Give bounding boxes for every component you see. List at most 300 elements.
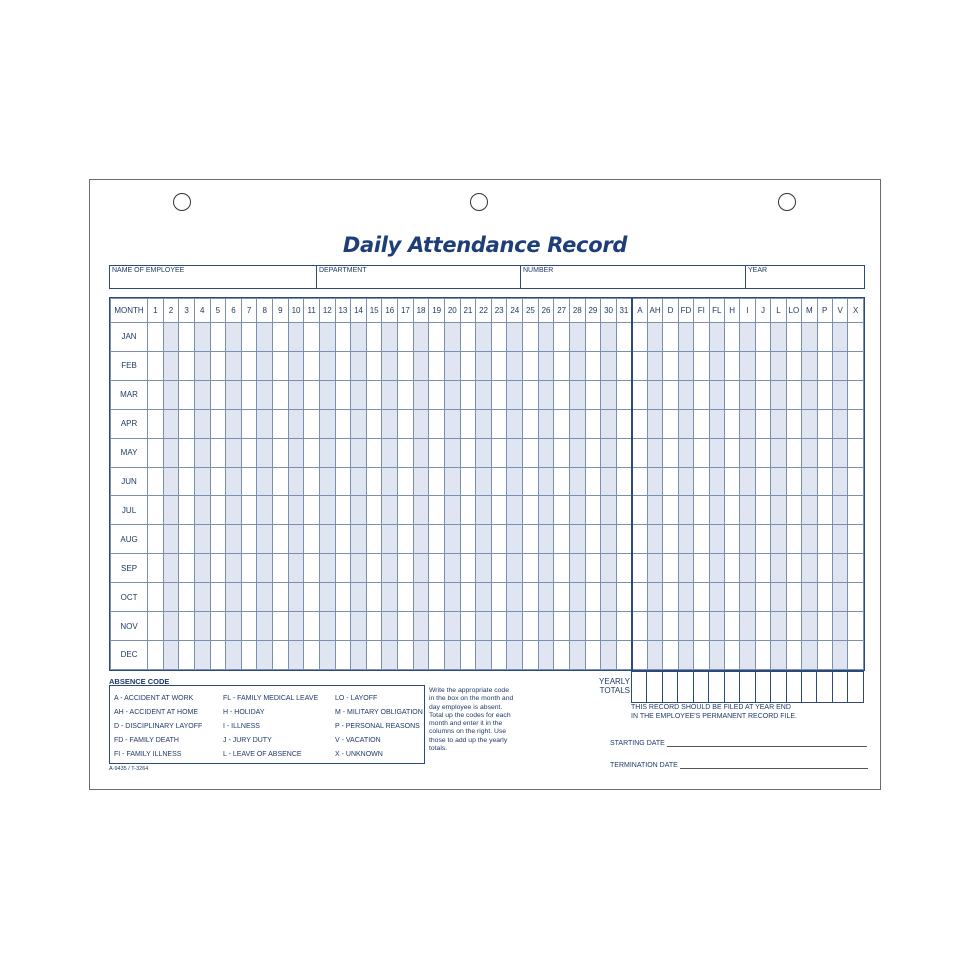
day-cell[interactable]	[413, 467, 429, 496]
code-total-cell[interactable]	[663, 438, 678, 467]
code-total-cell[interactable]	[709, 380, 724, 409]
code-total-cell[interactable]	[817, 583, 832, 612]
day-cell[interactable]	[382, 351, 398, 380]
day-cell[interactable]	[476, 640, 492, 669]
day-cell[interactable]	[444, 640, 460, 669]
day-cell[interactable]	[429, 554, 445, 583]
day-cell[interactable]	[476, 525, 492, 554]
day-cell[interactable]	[460, 583, 476, 612]
day-cell[interactable]	[538, 640, 554, 669]
day-cell[interactable]	[319, 554, 335, 583]
day-cell[interactable]	[444, 612, 460, 641]
day-cell[interactable]	[351, 496, 367, 525]
code-total-cell[interactable]	[786, 612, 801, 641]
day-cell[interactable]	[335, 351, 351, 380]
day-cell[interactable]	[554, 351, 570, 380]
day-cell[interactable]	[194, 323, 210, 352]
code-total-cell[interactable]	[817, 554, 832, 583]
code-total-cell[interactable]	[694, 525, 709, 554]
code-total-cell[interactable]	[832, 438, 847, 467]
day-cell[interactable]	[273, 409, 289, 438]
day-cell[interactable]	[382, 467, 398, 496]
code-total-cell[interactable]	[771, 583, 786, 612]
day-cell[interactable]	[398, 351, 414, 380]
day-cell[interactable]	[226, 640, 242, 669]
day-cell[interactable]	[569, 438, 585, 467]
day-cell[interactable]	[491, 438, 507, 467]
day-cell[interactable]	[444, 496, 460, 525]
code-total-cell[interactable]	[740, 380, 755, 409]
day-cell[interactable]	[351, 525, 367, 554]
day-cell[interactable]	[366, 409, 382, 438]
code-total-cell[interactable]	[632, 409, 647, 438]
day-cell[interactable]	[538, 323, 554, 352]
day-cell[interactable]	[163, 380, 179, 409]
day-cell[interactable]	[507, 612, 523, 641]
day-cell[interactable]	[163, 640, 179, 669]
day-cell[interactable]	[523, 351, 539, 380]
day-cell[interactable]	[616, 525, 632, 554]
day-cell[interactable]	[554, 640, 570, 669]
day-cell[interactable]	[444, 554, 460, 583]
day-cell[interactable]	[585, 640, 601, 669]
yearly-total-cell[interactable]	[801, 672, 816, 703]
day-cell[interactable]	[460, 525, 476, 554]
day-cell[interactable]	[366, 612, 382, 641]
day-cell[interactable]	[351, 409, 367, 438]
day-cell[interactable]	[398, 380, 414, 409]
day-cell[interactable]	[366, 640, 382, 669]
day-cell[interactable]	[273, 583, 289, 612]
code-total-cell[interactable]	[678, 583, 693, 612]
code-total-cell[interactable]	[771, 612, 786, 641]
day-cell[interactable]	[273, 323, 289, 352]
day-cell[interactable]	[444, 323, 460, 352]
day-cell[interactable]	[179, 323, 195, 352]
day-cell[interactable]	[335, 554, 351, 583]
day-cell[interactable]	[398, 554, 414, 583]
day-cell[interactable]	[179, 554, 195, 583]
code-total-cell[interactable]	[709, 496, 724, 525]
day-cell[interactable]	[476, 351, 492, 380]
code-total-cell[interactable]	[740, 409, 755, 438]
code-total-cell[interactable]	[647, 351, 662, 380]
code-total-cell[interactable]	[755, 467, 770, 496]
day-cell[interactable]	[444, 438, 460, 467]
code-total-cell[interactable]	[647, 554, 662, 583]
day-cell[interactable]	[179, 467, 195, 496]
day-cell[interactable]	[585, 583, 601, 612]
day-cell[interactable]	[226, 351, 242, 380]
starting-date-line[interactable]	[667, 746, 867, 747]
day-cell[interactable]	[554, 554, 570, 583]
day-cell[interactable]	[226, 323, 242, 352]
day-cell[interactable]	[398, 583, 414, 612]
day-cell[interactable]	[179, 409, 195, 438]
day-cell[interactable]	[163, 351, 179, 380]
code-total-cell[interactable]	[832, 612, 847, 641]
day-cell[interactable]	[210, 496, 226, 525]
day-cell[interactable]	[288, 438, 304, 467]
code-total-cell[interactable]	[786, 351, 801, 380]
day-cell[interactable]	[444, 525, 460, 554]
day-cell[interactable]	[288, 323, 304, 352]
day-cell[interactable]	[210, 554, 226, 583]
day-cell[interactable]	[382, 496, 398, 525]
day-cell[interactable]	[288, 612, 304, 641]
day-cell[interactable]	[304, 612, 320, 641]
day-cell[interactable]	[429, 467, 445, 496]
day-cell[interactable]	[335, 583, 351, 612]
code-total-cell[interactable]	[848, 409, 864, 438]
day-cell[interactable]	[257, 640, 273, 669]
day-cell[interactable]	[523, 323, 539, 352]
code-total-cell[interactable]	[755, 409, 770, 438]
code-total-cell[interactable]	[786, 496, 801, 525]
code-total-cell[interactable]	[709, 409, 724, 438]
code-total-cell[interactable]	[755, 323, 770, 352]
code-total-cell[interactable]	[848, 380, 864, 409]
day-cell[interactable]	[304, 583, 320, 612]
day-cell[interactable]	[476, 323, 492, 352]
code-total-cell[interactable]	[848, 640, 864, 669]
day-cell[interactable]	[507, 525, 523, 554]
code-total-cell[interactable]	[832, 640, 847, 669]
day-cell[interactable]	[241, 323, 257, 352]
day-cell[interactable]	[476, 467, 492, 496]
code-total-cell[interactable]	[694, 323, 709, 352]
day-cell[interactable]	[288, 640, 304, 669]
code-total-cell[interactable]	[709, 583, 724, 612]
code-total-cell[interactable]	[755, 380, 770, 409]
day-cell[interactable]	[194, 640, 210, 669]
day-cell[interactable]	[585, 409, 601, 438]
day-cell[interactable]	[538, 467, 554, 496]
code-total-cell[interactable]	[755, 351, 770, 380]
code-total-cell[interactable]	[817, 640, 832, 669]
day-cell[interactable]	[538, 351, 554, 380]
code-total-cell[interactable]	[848, 467, 864, 496]
day-cell[interactable]	[616, 554, 632, 583]
day-cell[interactable]	[538, 554, 554, 583]
day-cell[interactable]	[257, 438, 273, 467]
day-cell[interactable]	[319, 640, 335, 669]
starting-date-field[interactable]	[610, 740, 867, 747]
day-cell[interactable]	[491, 496, 507, 525]
day-cell[interactable]	[507, 380, 523, 409]
day-cell[interactable]	[241, 525, 257, 554]
code-total-cell[interactable]	[663, 554, 678, 583]
day-cell[interactable]	[601, 554, 617, 583]
day-cell[interactable]	[554, 409, 570, 438]
yearly-total-cell[interactable]	[848, 672, 864, 703]
code-total-cell[interactable]	[678, 640, 693, 669]
day-cell[interactable]	[288, 554, 304, 583]
day-cell[interactable]	[523, 640, 539, 669]
code-total-cell[interactable]	[771, 467, 786, 496]
code-total-cell[interactable]	[740, 612, 755, 641]
day-cell[interactable]	[413, 640, 429, 669]
day-cell[interactable]	[585, 380, 601, 409]
day-cell[interactable]	[444, 583, 460, 612]
code-total-cell[interactable]	[678, 554, 693, 583]
code-total-cell[interactable]	[740, 525, 755, 554]
day-cell[interactable]	[382, 640, 398, 669]
day-cell[interactable]	[351, 467, 367, 496]
code-total-cell[interactable]	[786, 409, 801, 438]
day-cell[interactable]	[507, 323, 523, 352]
day-cell[interactable]	[491, 409, 507, 438]
day-cell[interactable]	[491, 351, 507, 380]
code-total-cell[interactable]	[632, 351, 647, 380]
day-cell[interactable]	[429, 409, 445, 438]
termination-date-field[interactable]	[610, 762, 868, 769]
day-cell[interactable]	[413, 438, 429, 467]
day-cell[interactable]	[210, 612, 226, 641]
day-cell[interactable]	[351, 554, 367, 583]
day-cell[interactable]	[319, 612, 335, 641]
day-cell[interactable]	[210, 438, 226, 467]
day-cell[interactable]	[273, 380, 289, 409]
code-total-cell[interactable]	[724, 351, 739, 380]
code-total-cell[interactable]	[694, 496, 709, 525]
day-cell[interactable]	[351, 438, 367, 467]
name-of-employee-field[interactable]: NAME OF EMPLOYEE	[110, 266, 317, 288]
code-total-cell[interactable]	[632, 380, 647, 409]
day-cell[interactable]	[194, 351, 210, 380]
code-total-cell[interactable]	[817, 496, 832, 525]
day-cell[interactable]	[601, 583, 617, 612]
day-cell[interactable]	[523, 438, 539, 467]
day-cell[interactable]	[273, 351, 289, 380]
code-total-cell[interactable]	[771, 409, 786, 438]
code-total-cell[interactable]	[832, 583, 847, 612]
day-cell[interactable]	[257, 554, 273, 583]
code-total-cell[interactable]	[755, 525, 770, 554]
code-total-cell[interactable]	[632, 612, 647, 641]
code-total-cell[interactable]	[724, 467, 739, 496]
day-cell[interactable]	[476, 612, 492, 641]
day-cell[interactable]	[304, 409, 320, 438]
yearly-total-cell[interactable]	[755, 672, 770, 703]
day-cell[interactable]	[241, 496, 257, 525]
day-cell[interactable]	[163, 438, 179, 467]
code-total-cell[interactable]	[724, 612, 739, 641]
day-cell[interactable]	[616, 351, 632, 380]
code-total-cell[interactable]	[802, 409, 817, 438]
code-total-cell[interactable]	[663, 380, 678, 409]
day-cell[interactable]	[226, 467, 242, 496]
yearly-total-cell[interactable]	[740, 672, 755, 703]
day-cell[interactable]	[210, 640, 226, 669]
code-total-cell[interactable]	[817, 409, 832, 438]
day-cell[interactable]	[226, 438, 242, 467]
day-cell[interactable]	[569, 496, 585, 525]
code-total-cell[interactable]	[771, 380, 786, 409]
code-total-cell[interactable]	[709, 612, 724, 641]
day-cell[interactable]	[507, 438, 523, 467]
day-cell[interactable]	[335, 380, 351, 409]
day-cell[interactable]	[585, 351, 601, 380]
day-cell[interactable]	[351, 612, 367, 641]
code-total-cell[interactable]	[848, 612, 864, 641]
day-cell[interactable]	[288, 351, 304, 380]
day-cell[interactable]	[569, 409, 585, 438]
code-total-cell[interactable]	[694, 612, 709, 641]
day-cell[interactable]	[304, 496, 320, 525]
code-total-cell[interactable]	[817, 525, 832, 554]
code-total-cell[interactable]	[647, 380, 662, 409]
day-cell[interactable]	[523, 496, 539, 525]
day-cell[interactable]	[288, 583, 304, 612]
day-cell[interactable]	[601, 612, 617, 641]
code-total-cell[interactable]	[755, 583, 770, 612]
code-total-cell[interactable]	[678, 525, 693, 554]
code-total-cell[interactable]	[647, 525, 662, 554]
day-cell[interactable]	[523, 525, 539, 554]
code-total-cell[interactable]	[771, 323, 786, 352]
code-total-cell[interactable]	[755, 438, 770, 467]
day-cell[interactable]	[429, 612, 445, 641]
day-cell[interactable]	[569, 351, 585, 380]
day-cell[interactable]	[241, 380, 257, 409]
day-cell[interactable]	[163, 323, 179, 352]
code-total-cell[interactable]	[632, 496, 647, 525]
day-cell[interactable]	[241, 467, 257, 496]
day-cell[interactable]	[226, 496, 242, 525]
code-total-cell[interactable]	[817, 323, 832, 352]
day-cell[interactable]	[538, 438, 554, 467]
day-cell[interactable]	[226, 583, 242, 612]
day-cell[interactable]	[476, 438, 492, 467]
day-cell[interactable]	[444, 351, 460, 380]
day-cell[interactable]	[366, 583, 382, 612]
code-total-cell[interactable]	[740, 640, 755, 669]
day-cell[interactable]	[319, 323, 335, 352]
code-total-cell[interactable]	[694, 380, 709, 409]
day-cell[interactable]	[288, 380, 304, 409]
day-cell[interactable]	[163, 409, 179, 438]
day-cell[interactable]	[616, 409, 632, 438]
code-total-cell[interactable]	[817, 438, 832, 467]
code-total-cell[interactable]	[832, 380, 847, 409]
code-total-cell[interactable]	[678, 612, 693, 641]
yearly-total-cell[interactable]	[693, 672, 708, 703]
day-cell[interactable]	[460, 409, 476, 438]
day-cell[interactable]	[601, 323, 617, 352]
day-cell[interactable]	[304, 554, 320, 583]
code-total-cell[interactable]	[724, 583, 739, 612]
code-total-cell[interactable]	[632, 525, 647, 554]
day-cell[interactable]	[413, 380, 429, 409]
code-total-cell[interactable]	[771, 496, 786, 525]
code-total-cell[interactable]	[848, 583, 864, 612]
day-cell[interactable]	[241, 409, 257, 438]
day-cell[interactable]	[616, 612, 632, 641]
code-total-cell[interactable]	[632, 583, 647, 612]
yearly-total-cell[interactable]	[817, 672, 832, 703]
day-cell[interactable]	[210, 525, 226, 554]
day-cell[interactable]	[273, 467, 289, 496]
day-cell[interactable]	[226, 612, 242, 641]
code-total-cell[interactable]	[755, 554, 770, 583]
code-total-cell[interactable]	[694, 351, 709, 380]
code-total-cell[interactable]	[848, 323, 864, 352]
day-cell[interactable]	[226, 554, 242, 583]
day-cell[interactable]	[148, 554, 164, 583]
day-cell[interactable]	[413, 612, 429, 641]
day-cell[interactable]	[507, 554, 523, 583]
day-cell[interactable]	[319, 351, 335, 380]
day-cell[interactable]	[382, 438, 398, 467]
code-total-cell[interactable]	[740, 438, 755, 467]
day-cell[interactable]	[210, 409, 226, 438]
day-cell[interactable]	[491, 583, 507, 612]
day-cell[interactable]	[179, 351, 195, 380]
code-total-cell[interactable]	[724, 554, 739, 583]
yearly-total-cell[interactable]	[678, 672, 693, 703]
day-cell[interactable]	[304, 351, 320, 380]
day-cell[interactable]	[241, 583, 257, 612]
day-cell[interactable]	[616, 323, 632, 352]
code-total-cell[interactable]	[663, 467, 678, 496]
day-cell[interactable]	[148, 323, 164, 352]
day-cell[interactable]	[304, 438, 320, 467]
day-cell[interactable]	[460, 467, 476, 496]
day-cell[interactable]	[569, 525, 585, 554]
day-cell[interactable]	[444, 409, 460, 438]
code-total-cell[interactable]	[740, 496, 755, 525]
code-total-cell[interactable]	[647, 409, 662, 438]
day-cell[interactable]	[538, 496, 554, 525]
day-cell[interactable]	[429, 496, 445, 525]
code-total-cell[interactable]	[802, 525, 817, 554]
day-cell[interactable]	[569, 323, 585, 352]
code-total-cell[interactable]	[663, 323, 678, 352]
day-cell[interactable]	[569, 640, 585, 669]
day-cell[interactable]	[366, 323, 382, 352]
day-cell[interactable]	[398, 467, 414, 496]
day-cell[interactable]	[554, 583, 570, 612]
day-cell[interactable]	[569, 467, 585, 496]
day-cell[interactable]	[148, 467, 164, 496]
day-cell[interactable]	[288, 409, 304, 438]
day-cell[interactable]	[429, 438, 445, 467]
day-cell[interactable]	[429, 380, 445, 409]
day-cell[interactable]	[507, 640, 523, 669]
code-total-cell[interactable]	[771, 438, 786, 467]
day-cell[interactable]	[460, 640, 476, 669]
day-cell[interactable]	[491, 323, 507, 352]
day-cell[interactable]	[257, 351, 273, 380]
code-total-cell[interactable]	[632, 554, 647, 583]
day-cell[interactable]	[382, 612, 398, 641]
day-cell[interactable]	[163, 467, 179, 496]
day-cell[interactable]	[491, 380, 507, 409]
code-total-cell[interactable]	[802, 351, 817, 380]
code-total-cell[interactable]	[817, 351, 832, 380]
day-cell[interactable]	[460, 323, 476, 352]
day-cell[interactable]	[601, 525, 617, 554]
day-cell[interactable]	[319, 583, 335, 612]
termination-date-line[interactable]	[680, 768, 868, 769]
code-total-cell[interactable]	[817, 467, 832, 496]
code-total-cell[interactable]	[663, 496, 678, 525]
day-cell[interactable]	[460, 380, 476, 409]
day-cell[interactable]	[476, 583, 492, 612]
day-cell[interactable]	[319, 409, 335, 438]
day-cell[interactable]	[507, 467, 523, 496]
